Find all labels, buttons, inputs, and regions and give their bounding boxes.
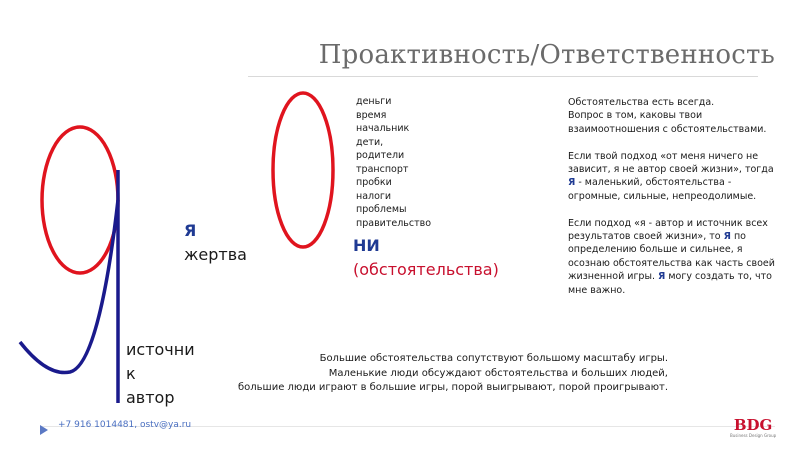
explanation-line: Вопрос в том, каковы твои взаимоотношения с обстоятельствами. bbox=[568, 110, 767, 135]
ya-emphasis: Я bbox=[723, 231, 731, 243]
circumstances-red-ellipse bbox=[273, 93, 333, 247]
explanation-text bbox=[568, 96, 778, 310]
circumstance-item: пробки bbox=[356, 177, 392, 188]
explanation-line: Обстоятельства есть всегда. bbox=[568, 97, 715, 108]
footer-contact: +7 916 1014481, ostv@ya.ru bbox=[58, 420, 192, 430]
victim-label: жертва bbox=[184, 245, 247, 264]
source-line: к bbox=[126, 364, 136, 383]
quote-line: Большие обстоятельства сопутствуют большому масштабу игры. bbox=[319, 353, 668, 364]
circumstance-item: правительство bbox=[356, 217, 432, 229]
arrow-right-icon bbox=[40, 425, 48, 435]
quote-line: Маленькие люди обсуждают обстоятельства и больших людей, bbox=[328, 367, 668, 379]
explanation-paragraph-1 bbox=[568, 96, 778, 136]
explanation-segment: могу создать то, что мне важно. bbox=[568, 271, 772, 296]
source-line: источни bbox=[126, 340, 195, 359]
ya-tail bbox=[20, 200, 118, 373]
explanation-paragraph-3 bbox=[568, 217, 778, 297]
explanation-segment: Если твой подход «от меня ничего не зависит, я не автор своей жизни», тогда bbox=[568, 150, 774, 176]
circumstance-item: транспорт bbox=[356, 163, 409, 175]
circumstance-item: налоги bbox=[356, 190, 392, 202]
ni-label: НИ bbox=[353, 236, 380, 255]
explanation-segment: Если подход «я - автор и источник всех результатов своей жизни», то bbox=[568, 217, 768, 243]
ya-emphasis: Я bbox=[658, 271, 666, 283]
explanation-segment: - маленький, обстоятельства - огромные, сильные, непреодолимые. bbox=[568, 177, 757, 202]
logo-text: BDG bbox=[733, 416, 773, 434]
circumstance-item: проблемы bbox=[356, 204, 407, 215]
circumstance-item: время bbox=[356, 109, 387, 121]
circumstances-label: (обстоятельства) bbox=[353, 260, 499, 279]
source-line: автор bbox=[126, 388, 175, 407]
circumstance-item: родители bbox=[356, 150, 405, 161]
circumstance-item: деньги bbox=[356, 96, 392, 107]
quote-line: большие люди играют в большие игры, порой выигрывают, порой проигрывают. bbox=[237, 382, 668, 393]
explanation-segment: по определению больше и сильнее, я осознаю обстоятельства как часть своей жизненной игры. bbox=[568, 231, 775, 283]
circumstance-item: дети, bbox=[356, 136, 384, 148]
ya-label: Я bbox=[184, 221, 197, 240]
circumstances-list bbox=[356, 95, 431, 230]
circumstance-item: начальник bbox=[356, 123, 410, 134]
explanation-paragraph-2 bbox=[568, 150, 778, 204]
bdg-logo bbox=[730, 418, 776, 438]
ya-big-red-loop bbox=[42, 127, 118, 273]
logo-subtitle: Business Design Group bbox=[730, 433, 777, 438]
bottom-quote bbox=[218, 352, 668, 396]
ya-emphasis: Я bbox=[568, 177, 576, 189]
source-author-label bbox=[126, 338, 195, 410]
page-title: Проактивность/Ответственность bbox=[318, 40, 775, 70]
